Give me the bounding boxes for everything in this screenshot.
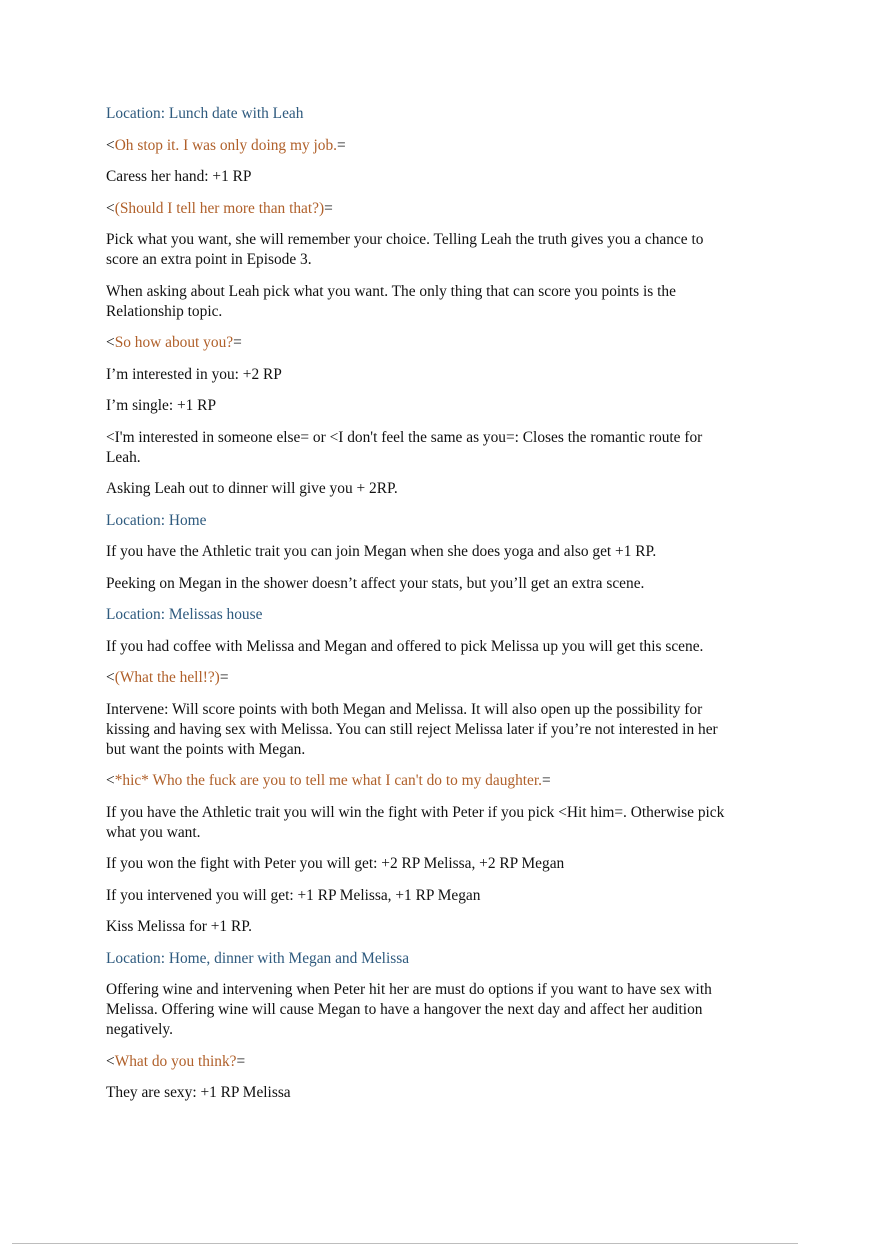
quote-close: = (236, 1052, 246, 1070)
paragraph: They are sexy: +1 RP Melissa (106, 1084, 291, 1101)
quote-close: = (337, 136, 346, 154)
paragraph: If you had coffee with Melissa and Megan and offered to pick Melissa up you will get this scene. (106, 637, 704, 655)
paragraph: When asking about Leah pick what you want. The only thing that can score you points is the Relationship topic. (106, 282, 676, 320)
quote-open: < (106, 334, 115, 351)
quote-text: Oh stop it. I was only doing my job. (114, 136, 337, 154)
paragraph: If you intervened you will get: +1 RP Melissa, +1 RP Megan (106, 886, 481, 904)
dialogue-quote (106, 199, 734, 219)
quote-close: = (233, 334, 242, 351)
quote-open: < (106, 1052, 115, 1070)
dialogue-quote (106, 136, 734, 156)
paragraph: Pick what you want, she will remember your choice. Telling Leah the truth gives you a chance to score an extra point in Episode 3. (106, 231, 704, 268)
quote-open: < (106, 772, 115, 789)
paragraph: If you won the fight with Peter you will get: +2 RP Melissa, +2 RP Megan (106, 855, 565, 872)
location-heading: Location: Lunch date with Leah (106, 105, 304, 122)
paragraph: <I'm interested in someone else= or <I don't feel the same as you=: Closes the romantic route for Leah. (106, 428, 703, 466)
paragraph: Asking Leah out to dinner will give you + 2RP. (106, 480, 398, 497)
location-heading: Location: Home (106, 511, 207, 529)
paragraph: Caress her hand: +1 RP (106, 168, 252, 185)
quote-close: = (219, 669, 229, 686)
location-heading: Location: Melissas house (106, 606, 263, 623)
quote-text: What do you think? (114, 1052, 237, 1070)
dialogue-quote (106, 771, 734, 791)
quote-open: < (106, 199, 115, 217)
paragraph: I’m single: +1 RP (106, 397, 217, 414)
dialogue-quote (106, 1052, 734, 1072)
footer-watermark (800, 1238, 870, 1247)
quote-text: *hic* Who the fuck are you to tell me what I can't do to my daughter. (114, 772, 543, 789)
quote-close: = (542, 772, 551, 789)
paragraph: Peeking on Megan in the shower doesn’t affect your stats, but you’ll get an extra scene. (106, 574, 645, 592)
paragraph: Intervene: Will score points with both Megan and Melissa. It will also open up the possibility for kissing and having sex with Melissa. You can still reject Melissa later if you’re not interested in her but want the points with Megan. (106, 700, 718, 758)
quote-open: < (106, 669, 115, 686)
paragraph: Kiss Melissa for +1 RP. (106, 918, 252, 935)
dialogue-quote (106, 668, 734, 688)
quote-text: (What the hell!?) (114, 669, 220, 686)
quote-text: So how about you? (114, 334, 234, 351)
quote-close: = (324, 199, 333, 217)
paragraph: If you have the Athletic trait you will win the fight with Peter if you pick <Hit him=. Otherwise pick what you want. (106, 803, 725, 841)
location-heading: Location: Home, dinner with Megan and Melissa (106, 949, 410, 967)
document-body (106, 104, 734, 1115)
paragraph: If you have the Athletic trait you can join Megan when she does yoga and also get +1 RP. (106, 543, 657, 560)
paragraph: I’m interested in you: +2 RP (106, 365, 282, 383)
dialogue-quote (106, 333, 734, 353)
paragraph: Offering wine and intervening when Peter hit her are must do options if you want to have sex with Melissa. Offering wine will cause Megan to have a hangover the next day and affect her audition negatively. (106, 981, 712, 1038)
quote-text: (Should I tell her more than that?) (114, 199, 325, 217)
footer-divider (12, 1243, 798, 1244)
quote-open: < (106, 136, 115, 154)
